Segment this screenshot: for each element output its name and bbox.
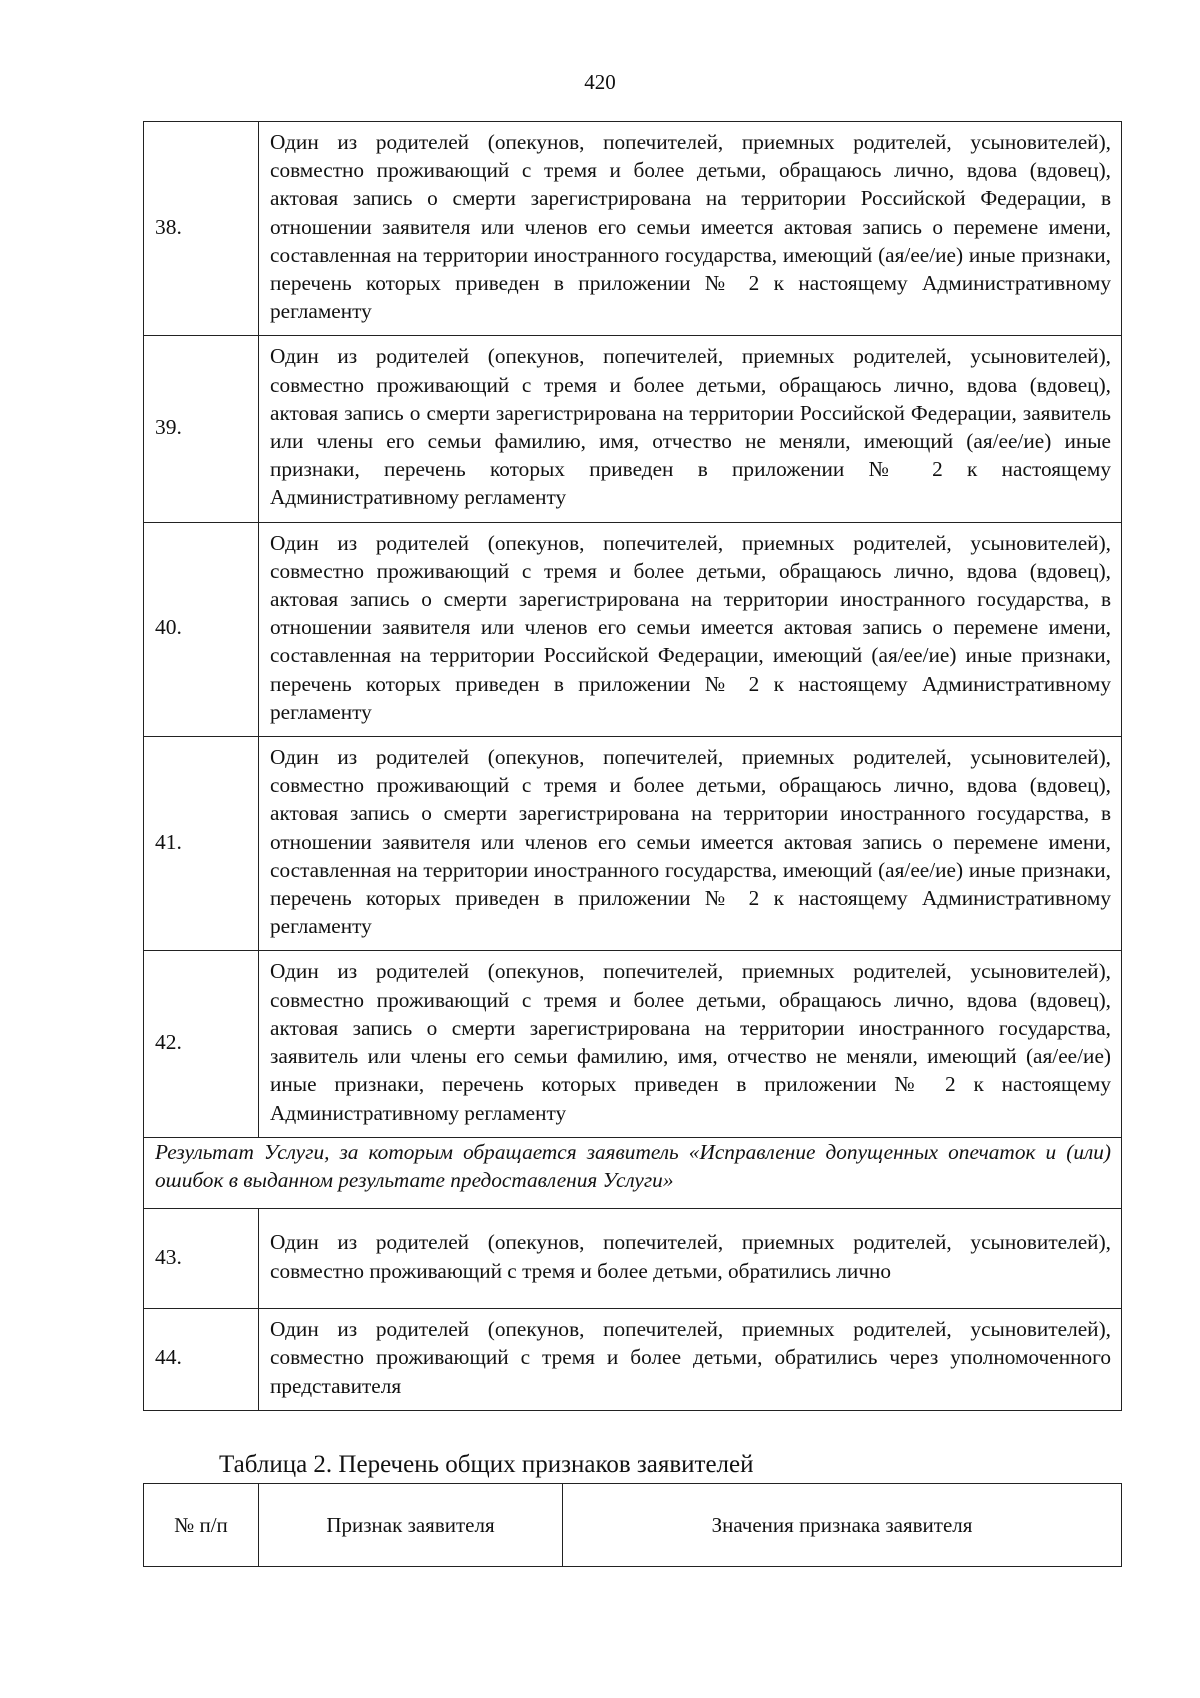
row-description: Один из родителей (опекунов, попечителей, приемных родителей, усыновителей), совместно проживающий с тремя и более детьми, обращаюсь лично, вдова (вдовец), актовая запись о смерти зарегистрирована на территории иностранного государства, в отношении заявителя или членов его семьи имеется актовая запись о перемене имени, составленная на территории иностранного государства, имеющий (ая/ее/ие) иные признаки, перечень которых приведен в приложении № 2 к настоящему Административному регламенту [259, 737, 1122, 951]
column-header-number: № п/п [144, 1484, 259, 1567]
row-number: 38. [144, 122, 259, 336]
row-number: 39. [144, 336, 259, 522]
applicant-variants-table [143, 121, 1122, 1411]
row-number: 44. [144, 1309, 259, 1411]
table-header-row [144, 1484, 1122, 1567]
row-number: 42. [144, 951, 259, 1137]
table-row [144, 122, 1122, 336]
row-description: Один из родителей (опекунов, попечителей, приемных родителей, усыновителей), совместно проживающий с тремя и более детьми, обращаюсь лично, вдова (вдовец), актовая запись о смерти зарегистрирована на территории иностранного государства, заявитель или члены его семьи фамилию, имя, отчество не меняли, имеющий (ая/ее/ие) иные признаки, перечень которых приведен в приложении № 2 к настоящему Административному регламенту [259, 951, 1122, 1137]
column-header-values: Значения признака заявителя [563, 1484, 1122, 1567]
row-description: Один из родителей (опекунов, попечителей, приемных родителей, усыновителей), совместно проживающий с тремя и более детьми, обращаюсь лично, вдова (вдовец), актовая запись о смерти зарегистрирована на территории иностранного государства, в отношении заявителя или членов его семьи имеется актовая запись о перемене имени, составленная на территории Российской Федерации, имеющий (ая/ее/ие) иные признаки, перечень которых приведен в приложении № 2 к настоящему Административному регламенту [259, 522, 1122, 736]
row-number: 43. [144, 1209, 259, 1309]
table-row [144, 737, 1122, 951]
result-section-row [144, 1137, 1122, 1208]
page-number: 420 [584, 70, 616, 94]
table-row [144, 1209, 1122, 1309]
table-row [144, 951, 1122, 1137]
common-features-table [143, 1483, 1122, 1567]
table2-title: Таблица 2. Перечень общих признаков заявителей [219, 1451, 754, 1478]
result-section-heading: Результат Услуги, за которым обращается заявитель «Исправление допущенных опечаток и (или) ошибок в выданном результате предоставления Услуги» [144, 1137, 1122, 1208]
column-header-feature: Признак заявителя [259, 1484, 563, 1567]
row-description: Один из родителей (опекунов, попечителей, приемных родителей, усыновителей), совместно проживающий с тремя и более детьми, обратились через уполномоченного представителя [259, 1309, 1122, 1411]
row-number: 41. [144, 737, 259, 951]
table-row [144, 522, 1122, 736]
row-number: 40. [144, 522, 259, 736]
row-description: Один из родителей (опекунов, попечителей, приемных родителей, усыновителей), совместно проживающий с тремя и более детьми, обращаюсь лично, вдова (вдовец), актовая запись о смерти зарегистрирована на территории Российской Федерации, заявитель или члены его семьи фамилию, имя, отчество не меняли, имеющий (ая/ее/ие) иные признаки, перечень которых приведен в приложении № 2 к настоящему Административному регламенту [259, 336, 1122, 522]
row-description: Один из родителей (опекунов, попечителей, приемных родителей, усыновителей), совместно проживающий с тремя и более детьми, обращаюсь лично, вдова (вдовец), актовая запись о смерти зарегистрирована на территории Российской Федерации, в отношении заявителя или членов его семьи имеется актовая запись о перемене имени, составленная на территории иностранного государства, имеющий (ая/ее/ие) иные признаки, перечень которых приведен в приложении № 2 к настоящему Административному регламенту [259, 122, 1122, 336]
table-row [144, 336, 1122, 522]
row-description: Один из родителей (опекунов, попечителей, приемных родителей, усыновителей), совместно проживающий с тремя и более детьми, обратились лично [259, 1209, 1122, 1309]
table-row [144, 1309, 1122, 1411]
